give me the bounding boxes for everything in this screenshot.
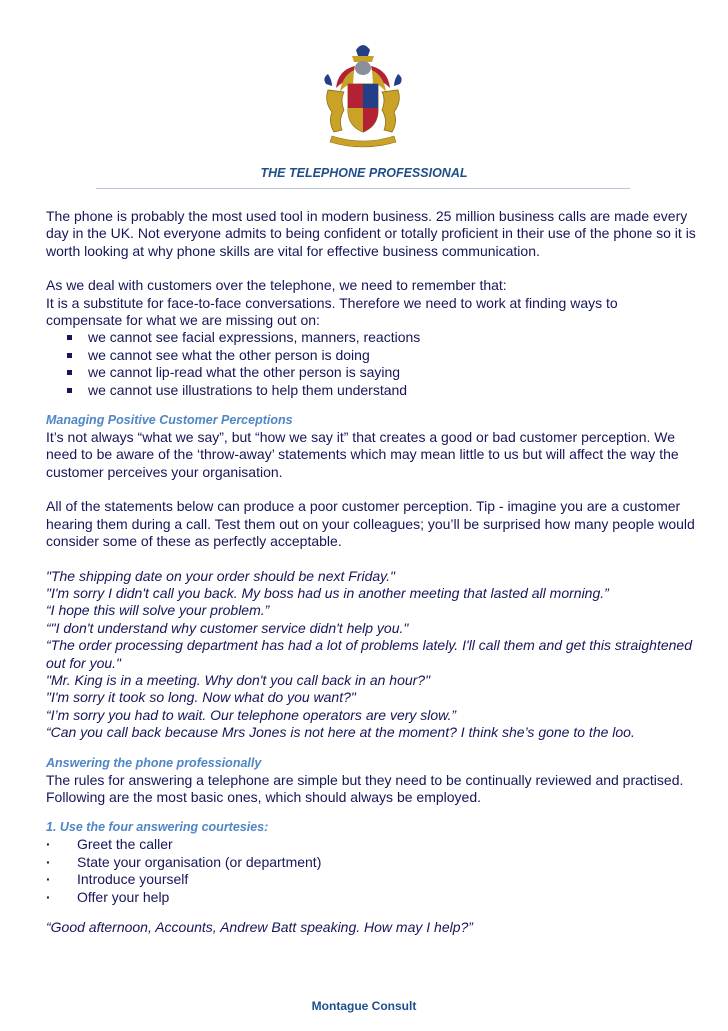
quote-item: “The order processing department has had a lot of problems lately. I'll call them and get this straightened out for you." [46,637,692,671]
remember-lead: As we deal with customers over the telephone, we need to remember that: [46,277,507,294]
perceptions-heading: Managing Positive Customer Perceptions [46,413,293,428]
quote-item: “"I don't understand why customer service didn't help you." [46,619,409,636]
perceptions-paragraph-2: All of the statements below can produce a poor customer perception. Tip - imagine you are a customer hearing them during a call. Test them out on your colleagues; you’ll be surprised how many people would consider some of these as perfectly acceptable. [46,498,695,550]
missing-out-list [46,329,696,399]
perceptions-paragraph-1: It’s not always “what we say”, but “how we say it” that creates a good or bad customer perception. We need to be aware of the ‘throw-away’ statements which may mean little to us but will affect the way the customer perceives your organisation. [46,429,679,480]
list-item: we cannot see facial expressions, manners, reactions [46,329,696,346]
heraldic-crest-icon [318,40,408,155]
courtesies-list [46,836,696,906]
document-body [46,208,696,936]
quote-item: “Can you call back because Mrs Jones is not here at the moment? I think she’s gone to the loo. [46,724,635,741]
quote-list [46,568,696,742]
list-item: · Greet the caller [46,836,696,853]
list-item: · Introduce yourself [46,871,696,888]
list-item: · State your organisation (or department) [46,854,696,871]
list-item: we cannot use illustrations to help them understand [46,382,696,399]
quote-item: "I'm sorry I didn't call you back. My boss had us in another meeting that lasted all morning.” [46,584,609,601]
list-item: · Offer your help [46,889,696,906]
list-item: we cannot see what the other person is doing [46,347,696,364]
intro-paragraph: The phone is probably the most used tool in modern business. 25 million business calls are made every day in the UK. Not everyone admits to being confident or totally proficient in their use of the phone so it is worth looking at why phone skills are vital for effective business communication. [46,208,696,259]
example-greeting: “Good afternoon, Accounts, Andrew Batt speaking. How may I help?” [46,919,473,935]
quote-item: "I'm sorry it took so long. Now what do you want?" [46,689,356,706]
answering-paragraph: The rules for answering a telephone are simple but they need to be continually reviewed and practised. Following are the most basic ones, which should always be employed. [46,771,684,805]
quote-item: “I hope this will solve your problem.” [46,602,270,619]
document-title: THE TELEPHONE PROFESSIONAL [260,166,468,180]
quote-item: "Mr. King is in a meeting. Why don't you call back in an hour?" [46,671,431,688]
answering-heading: Answering the phone professionally [46,755,262,770]
quote-item: “I’m sorry you had to wait. Our telephone operators are very slow.” [46,706,457,723]
list-item: we cannot lip-read what the other person is saying [46,364,696,381]
page-footer: Montague Consult [311,999,417,1013]
title-divider [96,188,630,189]
courtesies-subheading: 1. Use the four answering courtesies: [46,820,269,835]
substitute-paragraph: It is a substitute for face-to-face conversations. Therefore we need to work at finding ways to compensate for what we are missing out on: [46,294,618,329]
quote-item: "The shipping date on your order should be next Friday." [46,567,395,584]
